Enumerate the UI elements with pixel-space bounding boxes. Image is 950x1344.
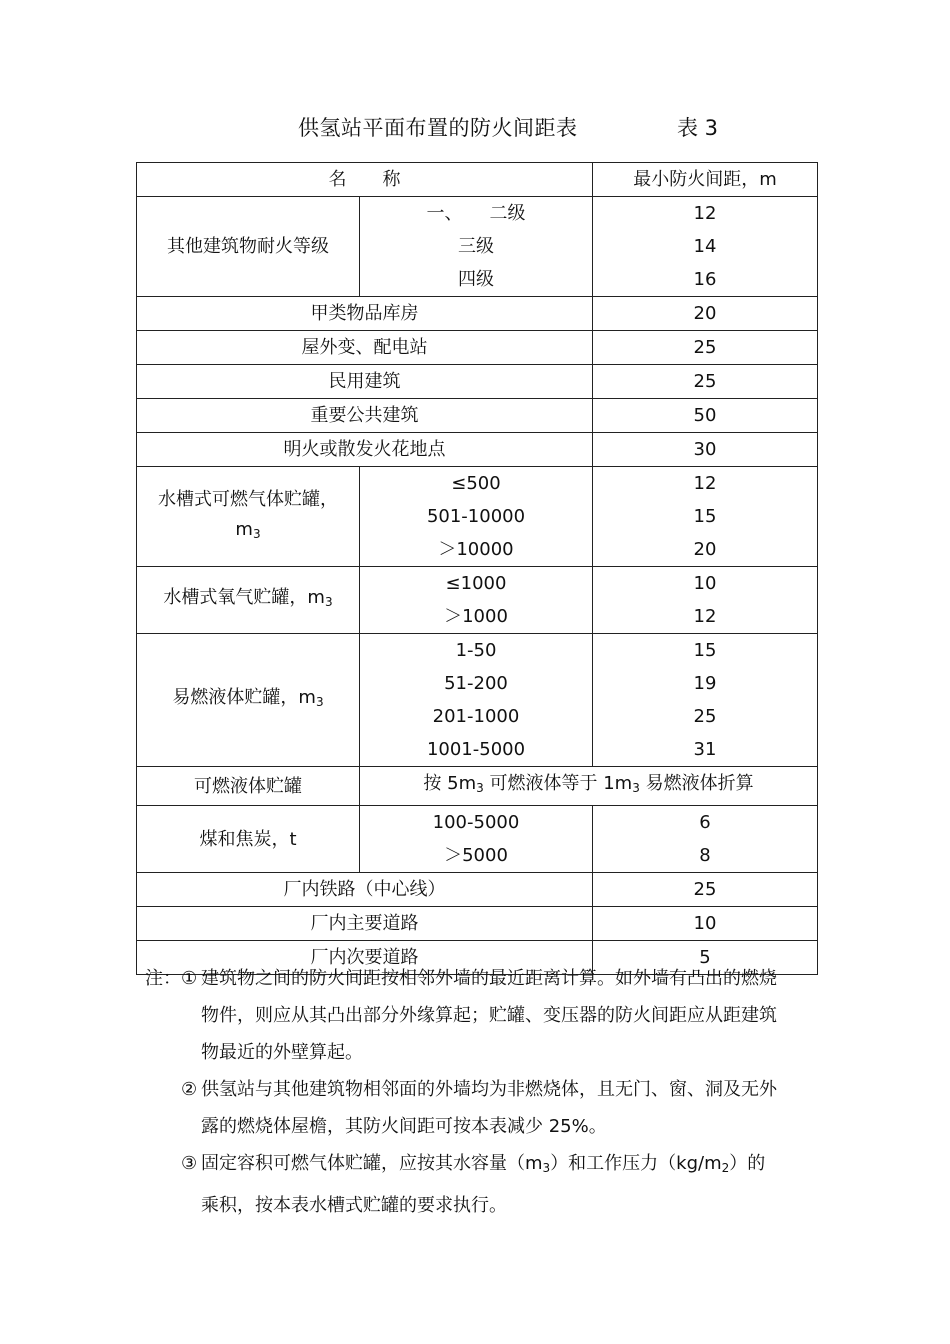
cell-value: 12 <box>693 606 717 627</box>
rule-text: 按 5m <box>423 773 477 794</box>
table-row <box>137 197 818 297</box>
cell-item: ＞10000 <box>438 539 514 560</box>
cell-item: 一、 二级 <box>426 203 526 224</box>
notes-section <box>145 960 815 1224</box>
table-row <box>137 907 818 941</box>
gas-tank-label <box>137 467 360 567</box>
row-value: 25 <box>593 331 818 365</box>
label-text: 易燃液体贮罐，m <box>172 687 316 708</box>
row-value: 25 <box>593 365 818 399</box>
cell-item: 1001-5000 <box>426 739 526 760</box>
flammable-liquid-label <box>137 634 360 767</box>
cell-value: 12 <box>693 203 717 224</box>
fire-rating-items <box>360 197 593 297</box>
note-number: ② <box>181 1079 198 1100</box>
combustible-liquid-label: 可燃液体贮罐 <box>137 767 360 806</box>
gas-tank-items <box>360 467 593 567</box>
cell-value: 16 <box>693 269 717 290</box>
table-row <box>137 806 818 873</box>
flammable-liquid-items <box>360 634 593 767</box>
note-text: 建筑物之间的防火间距按相邻外墙的最近距离计算。如外墙有凸出的燃烧 <box>201 968 777 989</box>
coal-values <box>593 806 818 873</box>
row-value: 50 <box>593 399 818 433</box>
note-text: 物最近的外壁算起。 <box>201 1042 363 1063</box>
label-text: 水槽式氧气贮罐，m <box>163 587 325 608</box>
cell-item: 1-50 <box>455 640 497 661</box>
cell-item: ≤500 <box>451 473 501 494</box>
fire-rating-values <box>593 197 818 297</box>
note-text: 乘积，按本表水槽式贮罐的要求执行。 <box>201 1195 507 1216</box>
cell-value: 25 <box>693 706 717 727</box>
cell-value: 15 <box>693 506 717 527</box>
cell-value: 8 <box>699 845 711 866</box>
oxygen-tank-label <box>137 567 360 634</box>
fire-distance-table <box>136 162 818 975</box>
note-number: ① <box>181 968 198 989</box>
table-row <box>137 767 818 806</box>
table-row <box>137 365 818 399</box>
row-value: 20 <box>593 297 818 331</box>
table-row <box>137 297 818 331</box>
table-row <box>137 634 818 767</box>
note-1-line-2 <box>145 997 815 1034</box>
cell-value: 19 <box>693 673 717 694</box>
unit-subscript: 3 <box>315 695 324 709</box>
table-row <box>137 873 818 907</box>
header-distance: 最小防火间距，m <box>593 163 818 197</box>
cell-item: ≤1000 <box>445 573 507 594</box>
note-1-line-3 <box>145 1034 815 1071</box>
cell-value: 12 <box>693 473 717 494</box>
unit-text: m <box>235 518 253 540</box>
notes-prefix: 注： <box>145 968 181 989</box>
row-label: 厂内铁路（中心线） <box>137 873 593 907</box>
unit-subscript: 3 <box>632 781 640 795</box>
unit-subscript: 3 <box>252 526 261 541</box>
row-label: 明火或散发火花地点 <box>137 433 593 467</box>
table-number: 表 3 <box>677 116 719 140</box>
table-row <box>137 331 818 365</box>
note-text: ）的 <box>729 1153 766 1174</box>
gas-tank-label-line1: 水槽式可燃气体贮罐， <box>158 488 338 510</box>
row-value: 25 <box>593 873 818 907</box>
cell-item: 三级 <box>458 236 494 257</box>
table-row <box>137 433 818 467</box>
cell-value: 31 <box>693 739 717 760</box>
note-number: ③ <box>181 1153 198 1174</box>
cell-value: 10 <box>693 573 717 594</box>
cell-item: 51-200 <box>444 673 508 694</box>
unit-subscript: 2 <box>721 1161 730 1175</box>
header-name: 名 称 <box>137 163 593 197</box>
cell-item: 四级 <box>458 269 494 290</box>
unit-subscript: 3 <box>324 595 333 609</box>
row-label: 厂内主要道路 <box>137 907 593 941</box>
unit-subscript: 3 <box>476 781 484 795</box>
coal-items <box>360 806 593 873</box>
note-2-line-1 <box>145 1071 815 1108</box>
cell-value: 20 <box>693 539 717 560</box>
table-title: 供氢站平面布置的防火间距表 <box>298 116 578 140</box>
note-text: 固定容积可燃气体贮罐，应按其水容量（m <box>201 1153 543 1174</box>
row-value: 30 <box>593 433 818 467</box>
row-label: 甲类物品库房 <box>137 297 593 331</box>
combustible-liquid-rule <box>360 767 818 806</box>
cell-item: ＞1000 <box>444 606 508 627</box>
row-label: 民用建筑 <box>137 365 593 399</box>
cell-value: 6 <box>699 812 711 833</box>
row-value: 5 <box>593 941 818 975</box>
rule-text: 可燃液体等于 1m <box>483 773 633 794</box>
cell-value: 15 <box>693 640 717 661</box>
cell-item: 501-10000 <box>426 506 526 527</box>
cell-value: 14 <box>693 236 717 257</box>
oxygen-tank-values <box>593 567 818 634</box>
row-label: 厂内次要道路 <box>137 941 593 975</box>
note-1-line-1 <box>145 960 815 997</box>
cell-item: 100-5000 <box>432 812 520 833</box>
table-row <box>137 399 818 433</box>
rule-text: 易燃液体折算 <box>639 773 754 794</box>
fire-rating-label: 其他建筑物耐火等级 <box>137 197 360 297</box>
cell-item: ＞5000 <box>444 845 508 866</box>
coal-label: 煤和焦炭，t <box>137 806 360 873</box>
note-3-line-2 <box>145 1187 815 1224</box>
oxygen-tank-items <box>360 567 593 634</box>
note-text: 物件，则应从其凸出部分外缘算起；贮罐、变压器的防火间距应从距建筑 <box>201 1005 777 1026</box>
unit-subscript: 3 <box>542 1161 551 1175</box>
note-3-line-1 <box>145 1145 815 1187</box>
row-value: 10 <box>593 907 818 941</box>
note-text: ）和工作压力（kg/m <box>550 1153 722 1174</box>
cell-item: 201-1000 <box>432 706 520 727</box>
table-row <box>137 567 818 634</box>
row-label: 屋外变、配电站 <box>137 331 593 365</box>
gas-tank-values <box>593 467 818 567</box>
flammable-liquid-values <box>593 634 818 767</box>
gas-tank-label-line2 <box>137 515 359 549</box>
header-row <box>137 163 818 197</box>
note-2-line-2 <box>145 1108 815 1145</box>
note-text: 供氢站与其他建筑物相邻面的外墙均为非燃烧体，且无门、窗、洞及无外 <box>201 1079 777 1100</box>
note-text: 露的燃烧体屋檐，其防火间距可按本表减少 25%。 <box>201 1116 607 1137</box>
row-label: 重要公共建筑 <box>137 399 593 433</box>
table-row <box>137 467 818 567</box>
